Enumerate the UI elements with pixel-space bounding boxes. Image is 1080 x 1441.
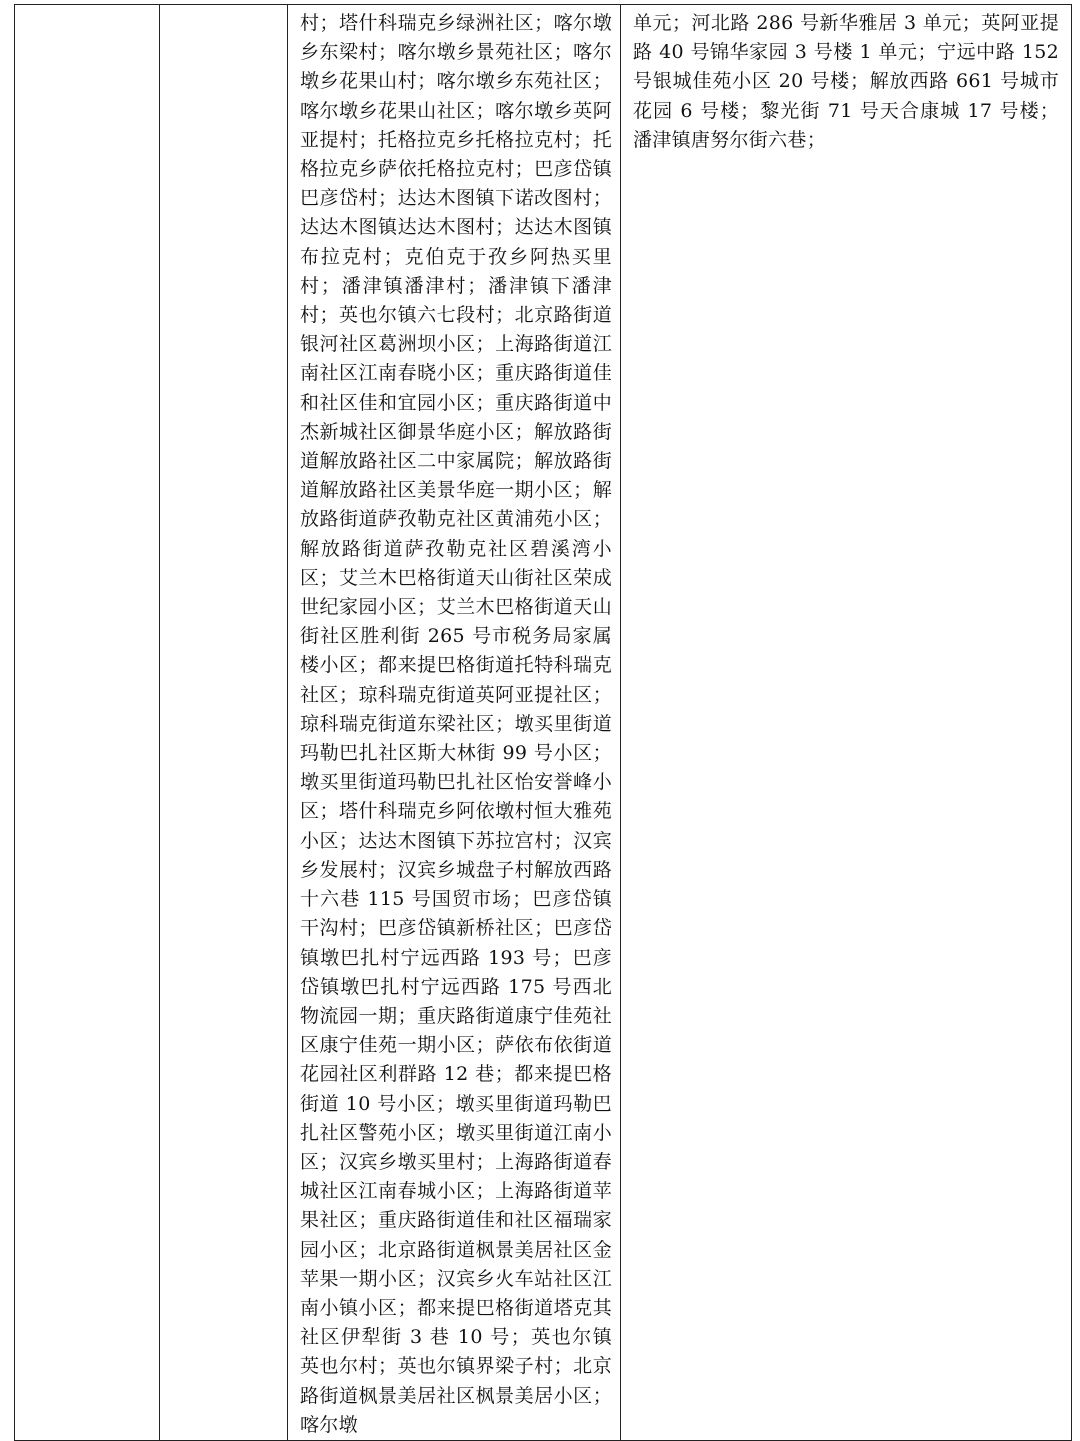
- table-cell-empty-2: [160, 5, 288, 1441]
- table-cell-locations: [288, 5, 621, 1441]
- table-row: [15, 5, 1072, 1441]
- addresses-text: 单元；河北路 286 号新华雅居 3 单元；英阿亚提路 40 号锦华家园 3 号楼 1 单元；宁远中路 152 号银城佳苑小区 20 号楼；解放西路 661 号城市花园 6 号楼；黎光街 71 号天合康城 17 号楼；潘津镇唐努尔街六巷；: [633, 12, 1059, 151]
- table-cell-empty-1: [15, 5, 160, 1441]
- table-cell-addresses: [621, 5, 1072, 1441]
- locations-text: 村；塔什科瑞克乡绿洲社区；喀尔墩乡东梁村；喀尔墩乡景苑社区；喀尔墩乡花果山村；喀尔墩乡东苑社区；喀尔墩乡花果山社区；喀尔墩乡英阿亚提村；托格拉克乡托格拉克村；托格拉克乡萨依托格拉克村；巴彦岱镇巴彦岱村；达达木图镇下诺改图村；达达木图镇达达木图村；达达木图镇布拉克村；克伯克于孜乡阿热买里村；潘津镇潘津村；潘津镇下潘津村；英也尔镇六七段村；北京路街道银河社区葛洲坝小区；上海路街道江南社区江南春晓小区；重庆路街道佳和社区佳和宜园小区；重庆路街道中杰新城社区御景华庭小区；解放路街道解放路社区二中家属院；解放路街道解放路社区美景华庭一期小区；解放路街道萨孜勒克社区黄浦苑小区；解放路街道萨孜勒克社区碧溪湾小区；艾兰木巴格街道天山街社区荣成世纪家园小区；艾兰木巴格街道天山街社区胜利街 265 号市税务局家属楼小区；都来提巴格街道托特科瑞克社区；琼科瑞克街道英阿亚提社区；琼科瑞克街道东梁社区；墩买里街道玛勒巴扎社区斯大林街 99 号小区；墩买里街道玛勒巴扎社区怡安誉峰小区；塔什科瑞克乡阿依墩村恒大雅苑小区；达达木图镇下苏拉宫村；汉宾乡发展村；汉宾乡城盘子村解放西路十六巷 115 号国贸市场；巴彦岱镇干沟村；巴彦岱镇新桥社区；巴彦岱镇墩巴扎村宁远西路 193 号；巴彦岱镇墩巴扎村宁远西路 175 号西北物流园一期；重庆路街道康宁佳苑社区康宁佳苑一期小区；萨依布依街道花园社区利群路 12 巷；都来提巴格街道 10 号小区；墩买里街道玛勒巴扎社区警苑小区；墩买里街道江南小区；汉宾乡墩买里村；上海路街道春城社区江南春城小区；上海路街道苹果社区；重庆路街道佳和社区福瑞家园小区；北京路街道枫景美居社区金苹果一期小区；汉宾乡火车站社区江南小镇小区；都来提巴格街道塔克其社区伊犁街 3 巷 10 号；英也尔镇英也尔村；英也尔镇界梁子村；北京路街道枫景美居社区枫景美居小区；喀尔墩: [300, 12, 612, 1436]
- document-table: [14, 4, 1072, 1441]
